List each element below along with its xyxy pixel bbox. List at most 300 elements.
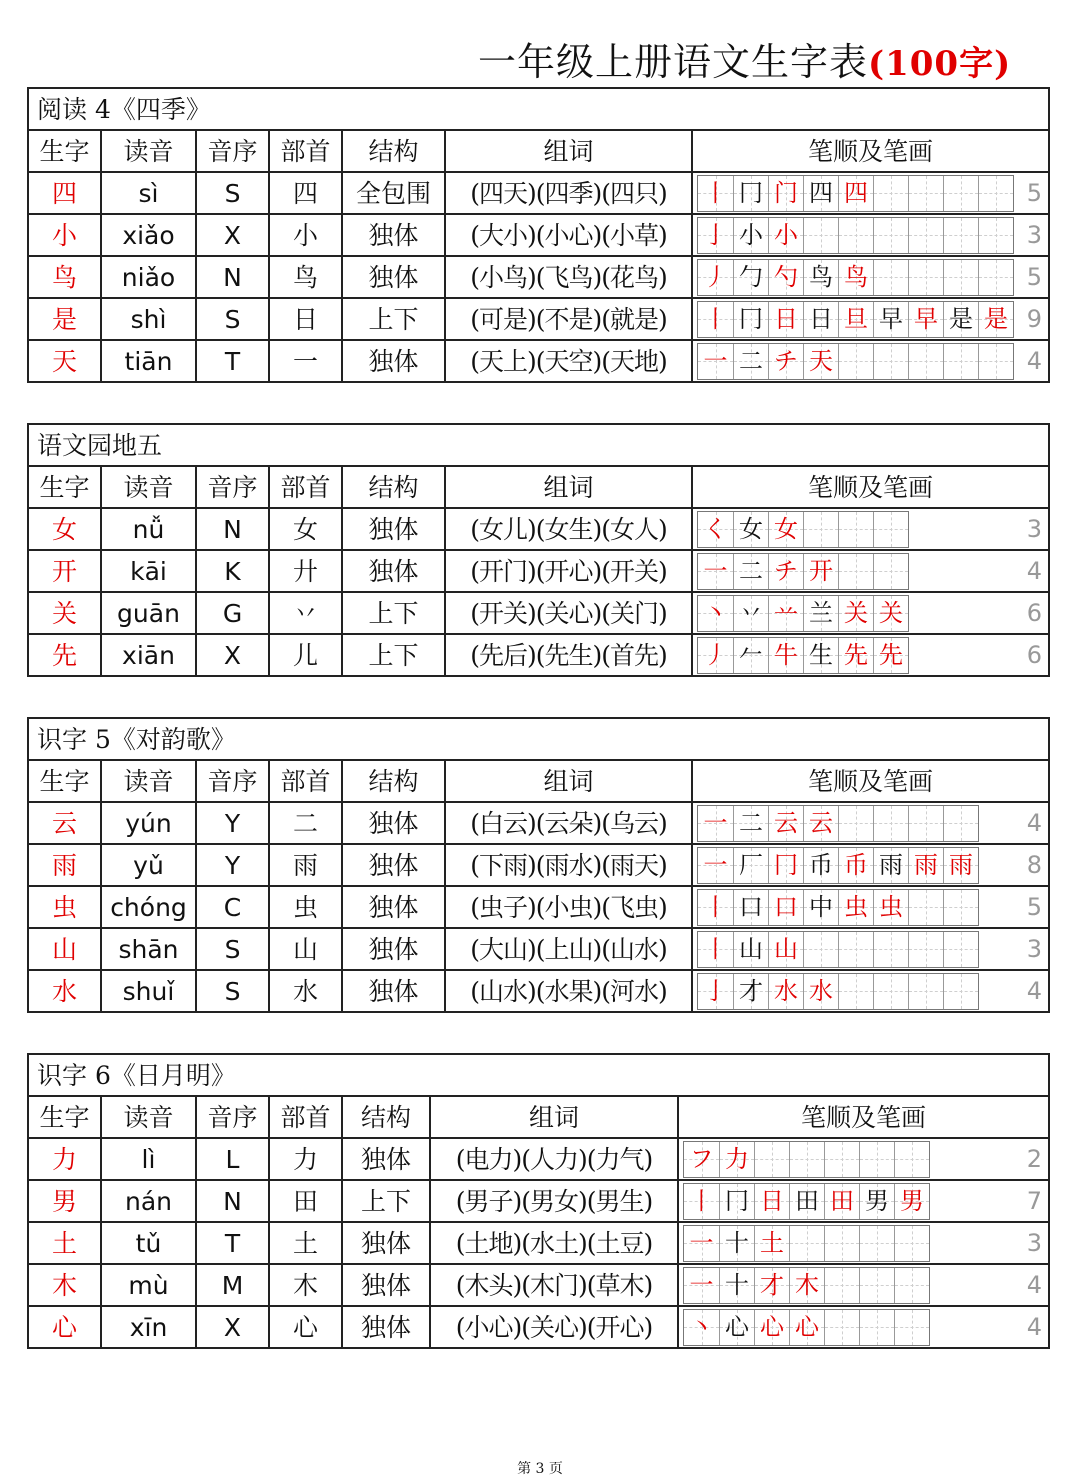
stroke-box <box>803 932 838 967</box>
structure-cell: 独体 <box>342 1222 430 1264</box>
character-cell: 心 <box>28 1306 101 1348</box>
character-cell: 开 <box>28 550 101 592</box>
stroke-glyph: 冂 <box>739 304 763 333</box>
order-cell: S <box>196 298 269 340</box>
column-header: 笔顺及笔画 <box>692 760 1049 802</box>
section-caption: 识字 6《日月明》 <box>28 1054 1049 1096</box>
stroke-box <box>768 890 803 925</box>
stroke-box <box>698 302 733 337</box>
table-row <box>28 1264 1049 1306</box>
words-cell: (天上)(天空)(天地) <box>445 340 692 382</box>
stroke-glyph: 日 <box>774 304 798 333</box>
radical-cell: 廾 <box>269 550 342 592</box>
stroke-box <box>803 344 838 379</box>
stroke-order-cell <box>692 928 1049 970</box>
stroke-glyph: く <box>703 514 728 543</box>
stroke-grid <box>697 805 979 842</box>
stroke-glyph: 勺 <box>774 262 798 291</box>
stroke-box <box>803 638 838 673</box>
stroke-glyph: 鸟 <box>844 262 868 291</box>
stroke-box <box>943 974 978 1009</box>
words-cell: (小心)(关心)(开心) <box>430 1306 678 1348</box>
column-header: 读音 <box>101 130 196 172</box>
stroke-glyph: 先 <box>879 640 903 669</box>
stroke-glyph: 一 <box>689 1228 714 1257</box>
stroke-glyph: 中 <box>809 892 833 921</box>
stroke-box <box>719 1142 754 1177</box>
table-row <box>28 172 1049 214</box>
column-header: 部首 <box>269 130 342 172</box>
stroke-box <box>943 260 978 295</box>
stroke-box <box>894 1268 929 1303</box>
stroke-glyph: 田 <box>795 1186 819 1215</box>
stroke-box <box>684 1226 719 1261</box>
pinyin-cell: yún <box>101 802 196 844</box>
radical-cell: 四 <box>269 172 342 214</box>
stroke-glyph: 生 <box>809 640 833 669</box>
words-cell: (可是)(不是)(就是) <box>445 298 692 340</box>
stroke-box <box>838 638 873 673</box>
character-cell: 力 <box>28 1138 101 1180</box>
stroke-box <box>838 890 873 925</box>
stroke-glyph: 冂 <box>774 850 798 879</box>
stroke-box <box>768 638 803 673</box>
stroke-box <box>733 218 768 253</box>
structure-cell: 上下 <box>342 1180 430 1222</box>
stroke-glyph: 是 <box>949 304 973 333</box>
character-cell: 四 <box>28 172 101 214</box>
stroke-box <box>838 596 873 631</box>
stroke-count: 9 <box>1026 305 1042 333</box>
pinyin-cell: yǔ <box>101 844 196 886</box>
stroke-box <box>859 1268 894 1303</box>
stroke-glyph: 才 <box>760 1270 784 1299</box>
column-header: 笔顺及笔画 <box>692 466 1049 508</box>
column-header: 读音 <box>101 1096 196 1138</box>
character-cell: 木 <box>28 1264 101 1306</box>
pinyin-cell: mù <box>101 1264 196 1306</box>
table-row <box>28 214 1049 256</box>
header-row <box>28 1096 1049 1138</box>
stroke-count: 3 <box>1026 515 1043 543</box>
order-cell: X <box>196 634 269 676</box>
character-cell: 女 <box>28 508 101 550</box>
stroke-box <box>768 512 803 547</box>
stroke-box <box>908 932 943 967</box>
pinyin-cell: xiǎo <box>101 214 196 256</box>
words-cell: (先后)(先生)(首先) <box>445 634 692 676</box>
stroke-order-cell <box>678 1180 1049 1222</box>
stroke-box <box>698 974 733 1009</box>
stroke-box <box>803 554 838 589</box>
radical-cell: 田 <box>269 1180 342 1222</box>
stroke-box <box>859 1226 894 1261</box>
order-cell: X <box>196 1306 269 1348</box>
structure-cell: 上下 <box>342 298 445 340</box>
stroke-glyph: 女 <box>739 514 763 543</box>
stroke-glyph: 心 <box>760 1312 784 1341</box>
column-header: 读音 <box>101 466 196 508</box>
order-cell: S <box>196 970 269 1012</box>
words-cell: (大山)(上山)(山水) <box>445 928 692 970</box>
stroke-grid <box>697 217 1014 254</box>
stroke-box <box>698 890 733 925</box>
stroke-order-cell <box>692 886 1049 928</box>
stroke-box <box>789 1226 824 1261</box>
stroke-box <box>873 974 908 1009</box>
structure-cell: 上下 <box>342 634 445 676</box>
table-row <box>28 970 1049 1012</box>
header-row <box>28 130 1049 172</box>
table-row <box>28 340 1049 382</box>
stroke-count: 2 <box>1026 1145 1043 1173</box>
stroke-glyph: 丶 <box>703 598 728 627</box>
stroke-grid <box>697 511 909 548</box>
stroke-box <box>698 260 733 295</box>
radical-cell: 二 <box>269 802 342 844</box>
structure-cell: 独体 <box>342 802 445 844</box>
radical-cell: 儿 <box>269 634 342 676</box>
stroke-glyph: 木 <box>795 1270 819 1299</box>
stroke-box <box>698 638 733 673</box>
table-row <box>28 298 1049 340</box>
stroke-glyph: 小 <box>774 220 798 249</box>
stroke-glyph: 雨 <box>879 850 903 879</box>
title-main: 一年级上册语文生字表 <box>478 40 869 84</box>
stroke-box <box>873 890 908 925</box>
table-row <box>28 844 1049 886</box>
stroke-box <box>838 932 873 967</box>
character-cell: 云 <box>28 802 101 844</box>
stroke-glyph: 力 <box>725 1144 749 1173</box>
stroke-box <box>698 512 733 547</box>
stroke-glyph: 旦 <box>844 304 868 333</box>
words-cell: (大小)(小心)(小草) <box>445 214 692 256</box>
character-cell: 是 <box>28 298 101 340</box>
stroke-box <box>803 806 838 841</box>
stroke-glyph: 云 <box>774 808 798 837</box>
structure-cell: 独体 <box>342 550 445 592</box>
stroke-count: 4 <box>1026 557 1043 585</box>
stroke-glyph: 男 <box>900 1186 924 1215</box>
radical-cell: 雨 <box>269 844 342 886</box>
stroke-box <box>803 302 838 337</box>
stroke-glyph: 二 <box>739 808 763 837</box>
radical-cell: 鸟 <box>269 256 342 298</box>
stroke-box <box>789 1310 824 1345</box>
stroke-glyph: 勹 <box>739 262 763 291</box>
stroke-box <box>719 1184 754 1219</box>
stroke-count: 3 <box>1026 935 1043 963</box>
stroke-box <box>733 932 768 967</box>
stroke-glyph: 一 <box>689 1270 714 1299</box>
stroke-box <box>943 848 978 883</box>
stroke-grid <box>683 1309 930 1346</box>
section-table <box>27 1053 1050 1349</box>
structure-cell: 独体 <box>342 1306 430 1348</box>
stroke-grid <box>697 931 979 968</box>
stroke-box <box>873 344 908 379</box>
stroke-glyph: 丨 <box>703 178 728 207</box>
stroke-count: 3 <box>1026 221 1042 249</box>
table-row <box>28 508 1049 550</box>
stroke-box <box>894 1184 929 1219</box>
words-cell: (下雨)(雨水)(雨天) <box>445 844 692 886</box>
stroke-glyph: 丿 <box>703 262 728 291</box>
stroke-box <box>733 974 768 1009</box>
stroke-box <box>698 554 733 589</box>
stroke-box <box>684 1142 719 1177</box>
radical-cell: 山 <box>269 928 342 970</box>
stroke-grid <box>697 973 979 1010</box>
radical-cell: 女 <box>269 508 342 550</box>
stroke-box <box>943 806 978 841</box>
order-cell: N <box>196 1180 269 1222</box>
words-cell: (木头)(木门)(草木) <box>430 1264 678 1306</box>
character-cell: 雨 <box>28 844 101 886</box>
stroke-box <box>908 848 943 883</box>
stroke-order-cell <box>692 214 1049 256</box>
column-header: 部首 <box>269 466 342 508</box>
stroke-glyph: 丶 <box>689 1312 714 1341</box>
section-caption: 识字 5《对韵歌》 <box>28 718 1049 760</box>
stroke-box <box>754 1226 789 1261</box>
stroke-box <box>943 302 978 337</box>
stroke-glyph: 早 <box>914 304 938 333</box>
stroke-box <box>978 302 1013 337</box>
radical-cell: 心 <box>269 1306 342 1348</box>
stroke-box <box>733 890 768 925</box>
structure-cell: 独体 <box>342 844 445 886</box>
stroke-glyph: 土 <box>760 1228 784 1257</box>
structure-cell: 全包围 <box>342 172 445 214</box>
stroke-box <box>873 260 908 295</box>
column-header: 音序 <box>196 466 269 508</box>
character-cell: 水 <box>28 970 101 1012</box>
stroke-glyph: 口 <box>774 892 798 921</box>
radical-cell: 一 <box>269 340 342 382</box>
stroke-box <box>943 176 978 211</box>
stroke-glyph: 口 <box>739 892 763 921</box>
stroke-glyph: チ <box>774 346 798 375</box>
stroke-order-cell <box>678 1222 1049 1264</box>
stroke-glyph: 丷 <box>739 598 763 627</box>
stroke-count: 3 <box>1026 1229 1043 1257</box>
stroke-box <box>838 302 873 337</box>
radical-cell: 力 <box>269 1138 342 1180</box>
column-header: 生字 <box>28 130 101 172</box>
stroke-box <box>859 1310 894 1345</box>
stroke-glyph: 虫 <box>879 892 903 921</box>
structure-cell: 独体 <box>342 256 445 298</box>
table-row <box>28 886 1049 928</box>
order-cell: T <box>196 340 269 382</box>
stroke-count: 4 <box>1026 809 1043 837</box>
stroke-grid <box>697 889 979 926</box>
stroke-box <box>754 1184 789 1219</box>
stroke-glyph: 门 <box>774 178 798 207</box>
words-cell: (男子)(男女)(男生) <box>430 1180 678 1222</box>
column-header: 组词 <box>445 760 692 802</box>
column-header: 部首 <box>269 1096 342 1138</box>
stroke-grid <box>683 1141 930 1178</box>
stroke-glyph: 田 <box>830 1186 854 1215</box>
page-number: 第 3 页 <box>517 1461 563 1477</box>
stroke-box <box>768 260 803 295</box>
stroke-box <box>768 974 803 1009</box>
character-cell: 先 <box>28 634 101 676</box>
table-row <box>28 1306 1049 1348</box>
stroke-grid <box>697 595 909 632</box>
stroke-box <box>719 1268 754 1303</box>
stroke-glyph: 丨 <box>703 892 728 921</box>
stroke-glyph: 才 <box>739 976 763 1005</box>
stroke-glyph: 币 <box>844 850 868 879</box>
stroke-box <box>698 344 733 379</box>
stroke-box <box>698 932 733 967</box>
radical-cell: 丷 <box>269 592 342 634</box>
order-cell: N <box>196 256 269 298</box>
column-header: 部首 <box>269 760 342 802</box>
stroke-order-cell <box>692 172 1049 214</box>
stroke-glyph: 丨 <box>703 934 728 963</box>
stroke-box <box>768 806 803 841</box>
stroke-box <box>908 344 943 379</box>
stroke-box <box>908 218 943 253</box>
stroke-box <box>873 218 908 253</box>
column-header: 生字 <box>28 466 101 508</box>
stroke-glyph: 䒑 <box>774 598 798 627</box>
stroke-glyph: 丿 <box>703 640 728 669</box>
column-header: 笔顺及笔画 <box>692 130 1049 172</box>
stroke-box <box>754 1268 789 1303</box>
stroke-box <box>733 638 768 673</box>
stroke-box <box>838 218 873 253</box>
order-cell: L <box>196 1138 269 1180</box>
order-cell: K <box>196 550 269 592</box>
stroke-box <box>768 302 803 337</box>
table-row <box>28 592 1049 634</box>
character-cell: 天 <box>28 340 101 382</box>
stroke-box <box>684 1310 719 1345</box>
words-cell: (电力)(人力)(力气) <box>430 1138 678 1180</box>
table-row <box>28 802 1049 844</box>
stroke-box <box>733 344 768 379</box>
stroke-glyph: 厂 <box>739 850 763 879</box>
stroke-box <box>698 596 733 631</box>
stroke-box <box>698 848 733 883</box>
stroke-box <box>768 218 803 253</box>
stroke-box <box>978 344 1013 379</box>
stroke-grid <box>697 301 1014 338</box>
stroke-box <box>768 554 803 589</box>
stroke-glyph: 关 <box>844 598 868 627</box>
stroke-grid <box>697 637 909 674</box>
pinyin-cell: shì <box>101 298 196 340</box>
character-cell: 小 <box>28 214 101 256</box>
stroke-box <box>873 302 908 337</box>
table-row <box>28 1222 1049 1264</box>
stroke-box <box>943 344 978 379</box>
order-cell: T <box>196 1222 269 1264</box>
stroke-grid <box>697 259 1014 296</box>
column-header: 结构 <box>342 1096 430 1138</box>
stroke-box <box>719 1226 754 1261</box>
character-cell: 关 <box>28 592 101 634</box>
column-header: 结构 <box>342 130 445 172</box>
stroke-box <box>824 1310 859 1345</box>
section-table <box>27 717 1050 1013</box>
column-header: 结构 <box>342 466 445 508</box>
pinyin-cell: niǎo <box>101 256 196 298</box>
stroke-box <box>873 554 908 589</box>
stroke-box <box>838 260 873 295</box>
stroke-box <box>908 302 943 337</box>
stroke-order-cell <box>678 1138 1049 1180</box>
stroke-box <box>684 1184 719 1219</box>
stroke-box <box>873 596 908 631</box>
stroke-glyph: 一 <box>703 556 728 585</box>
stroke-grid <box>697 553 909 590</box>
column-header: 结构 <box>342 760 445 802</box>
table-row <box>28 256 1049 298</box>
pinyin-cell: shān <box>101 928 196 970</box>
stroke-grid <box>697 175 1014 212</box>
stroke-box <box>838 806 873 841</box>
stroke-count: 5 <box>1026 179 1042 207</box>
stroke-glyph: 亅 <box>703 220 728 249</box>
stroke-glyph: 雨 <box>949 850 973 879</box>
words-cell: (女儿)(女生)(女人) <box>445 508 692 550</box>
words-cell: (四天)(四季)(四只) <box>445 172 692 214</box>
words-cell: (开关)(关心)(关门) <box>445 592 692 634</box>
stroke-glyph: 开 <box>809 556 833 585</box>
character-cell: 山 <box>28 928 101 970</box>
stroke-glyph: 是 <box>984 304 1008 333</box>
order-cell: S <box>196 172 269 214</box>
pinyin-cell: sì <box>101 172 196 214</box>
stroke-glyph: 水 <box>774 976 798 1005</box>
pinyin-cell: xiān <box>101 634 196 676</box>
pinyin-cell: chóng <box>101 886 196 928</box>
structure-cell: 独体 <box>342 508 445 550</box>
stroke-glyph: 早 <box>879 304 903 333</box>
stroke-glyph: 天 <box>809 346 833 375</box>
stroke-glyph: 小 <box>739 220 763 249</box>
stroke-glyph: 一 <box>703 346 728 375</box>
stroke-box <box>803 176 838 211</box>
stroke-count: 6 <box>1026 641 1043 669</box>
stroke-glyph: 水 <box>809 976 833 1005</box>
stroke-box <box>733 176 768 211</box>
stroke-count: 5 <box>1026 263 1042 291</box>
stroke-glyph: 𠂉 <box>739 640 763 669</box>
section-caption: 阅读 4《四季》 <box>28 88 1049 130</box>
stroke-glyph: 日 <box>809 304 833 333</box>
stroke-box <box>684 1268 719 1303</box>
table-row <box>28 1180 1049 1222</box>
pinyin-cell: tǔ <box>101 1222 196 1264</box>
words-cell: (虫子)(小虫)(飞虫) <box>445 886 692 928</box>
stroke-box <box>894 1310 929 1345</box>
words-cell: (开门)(开心)(开关) <box>445 550 692 592</box>
stroke-box <box>789 1142 824 1177</box>
stroke-glyph: 先 <box>844 640 868 669</box>
stroke-box <box>803 218 838 253</box>
order-cell: M <box>196 1264 269 1306</box>
words-cell: (小鸟)(飞鸟)(花鸟) <box>445 256 692 298</box>
stroke-glyph: 虫 <box>844 892 868 921</box>
